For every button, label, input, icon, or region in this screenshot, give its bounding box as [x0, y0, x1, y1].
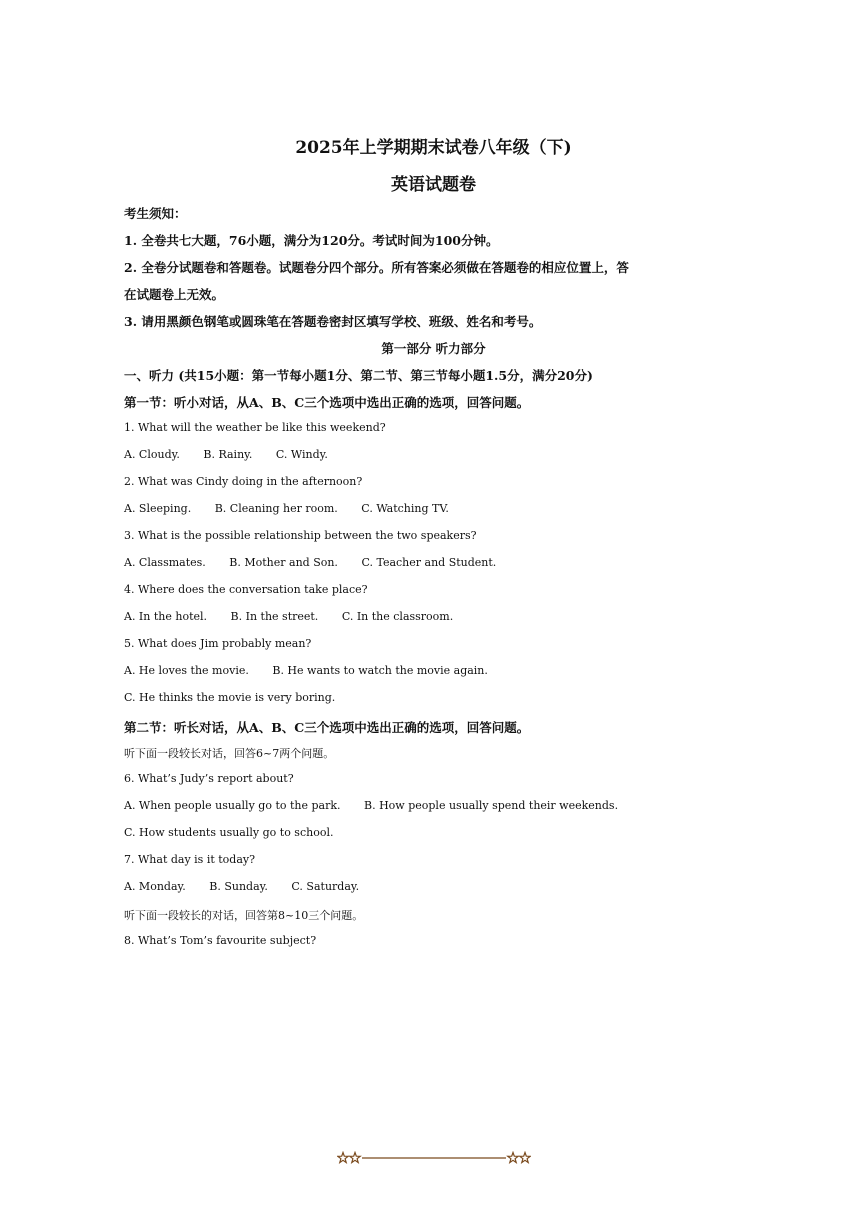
- option-a: A. When people usually go to the park.: [124, 799, 341, 812]
- option-c: C. In the classroom.: [341, 610, 454, 623]
- notice-item-2-continued: 在试题卷上无效。: [124, 287, 225, 302]
- option-a: A. In the hotel.: [124, 610, 208, 623]
- option-b: B. How people usually spend their weekends.: [364, 799, 619, 812]
- option-b: B. In the street.: [230, 610, 319, 623]
- question-6-options: [124, 799, 618, 812]
- exam-subtitle: 英语试题卷: [391, 175, 476, 195]
- option-c: C. Teacher and Student.: [361, 556, 497, 569]
- option-b: B. Rainy.: [203, 448, 253, 461]
- option-b: B. Sunday.: [209, 880, 268, 893]
- listening-section-heading: 一、听力 (共15小题：第一节每小题1分、第二节、第三节每小题1.5分，满分20分): [124, 368, 593, 383]
- option-c: C. Windy.: [275, 448, 328, 461]
- option-b: B. Cleaning her room.: [214, 502, 338, 515]
- star-icon: [520, 1153, 530, 1163]
- notice-item-2: 2. 全卷分试题卷和答题卷。试题卷分四个部分。所有答案必须做在答题卷的相应位置上，答: [124, 260, 629, 275]
- notice-item-1: 1. 全卷共七大题，76小题，满分为120分。考试时间为100分钟。: [124, 233, 499, 248]
- footer-decoration: [0, 1151, 867, 1167]
- question-6-option-c: C. How students usually go to school.: [124, 826, 334, 839]
- option-a: A. Classmates.: [124, 556, 206, 569]
- question-8: 8. What’s Tom’s favourite subject?: [124, 934, 317, 947]
- question-5-option-c: C. He thinks the movie is very boring.: [124, 691, 336, 704]
- section1-heading: 第一节：听小对话，从A、B、C三个选项中选出正确的选项，回答问题。: [124, 395, 530, 410]
- question-3: 3. What is the possible relationship between the two speakers?: [124, 529, 477, 542]
- question-4: 4. Where does the conversation take place?: [124, 583, 368, 596]
- question-2: 2. What was Cindy doing in the afternoon?: [124, 475, 363, 488]
- option-a: A. Monday.: [124, 880, 186, 893]
- section2-heading: 第二节：听长对话，从A、B、C三个选项中选出正确的选项，回答问题。: [124, 720, 530, 735]
- question-7-options: [124, 880, 359, 893]
- part1-heading: 第一部分 听力部分: [381, 341, 486, 356]
- question-5-options: [124, 664, 488, 677]
- section2-intro-2: 听下面一段较长的对话，回答第8~10三个问题。: [124, 909, 364, 922]
- question-4-options: [124, 610, 453, 623]
- exam-title: 2025年上学期期末试卷八年级（下): [295, 138, 572, 158]
- question-3-options: [124, 556, 496, 569]
- option-a: A. Cloudy.: [124, 448, 180, 461]
- star-icon: [350, 1153, 360, 1163]
- question-7: 7. What day is it today?: [124, 853, 256, 866]
- option-b: B. Mother and Son.: [229, 556, 338, 569]
- option-c: C. Watching TV.: [361, 502, 449, 515]
- option-b: B. He wants to watch the movie again.: [272, 664, 488, 677]
- notice-heading: 考生须知：: [124, 206, 187, 221]
- option-a: A. He loves the movie.: [124, 664, 249, 677]
- star-divider-icon: [337, 1151, 531, 1167]
- option-c: C. Saturday.: [291, 880, 360, 893]
- notice-item-3: 3. 请用黑颜色钢笔或圆珠笔在答题卷密封区填写学校、班级、姓名和考号。: [124, 314, 542, 329]
- star-icon: [508, 1153, 518, 1163]
- section2-intro-1: 听下面一段较长对话，回答6~7两个问题。: [124, 747, 335, 760]
- question-1: 1. What will the weather be like this weekend?: [124, 421, 386, 434]
- question-1-options: [124, 448, 328, 461]
- star-icon: [338, 1153, 348, 1163]
- question-5: 5. What does Jim probably mean?: [124, 637, 312, 650]
- option-a: A. Sleeping.: [124, 502, 192, 515]
- question-2-options: [124, 502, 449, 515]
- question-6: 6. What’s Judy’s report about?: [124, 772, 294, 785]
